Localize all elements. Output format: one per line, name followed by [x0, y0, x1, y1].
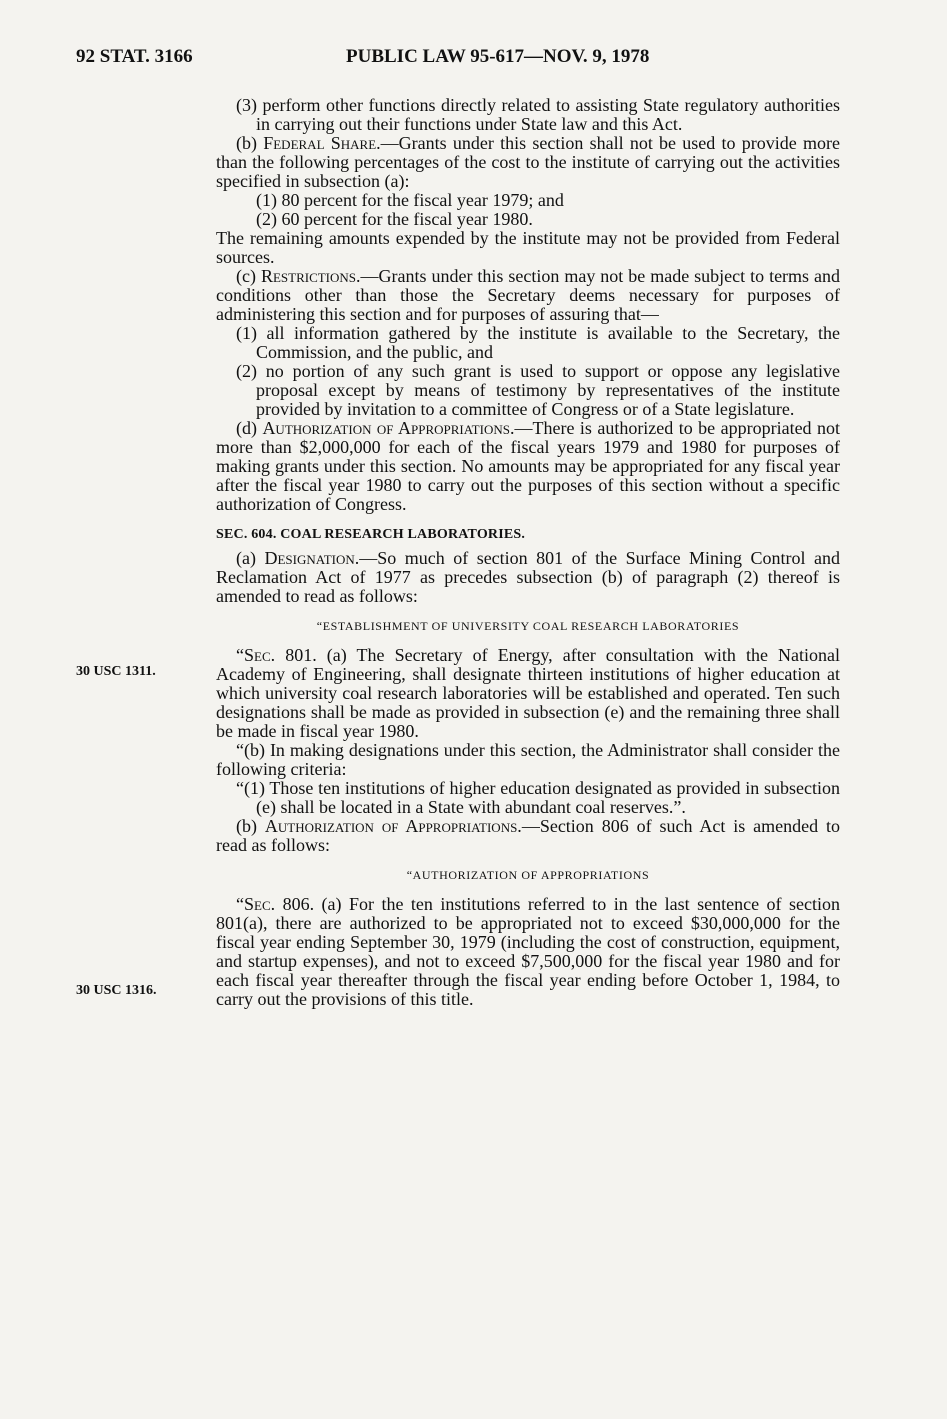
federal-share-tail: The remaining amounts expended by the institute may not be provided from Federal sources.	[216, 228, 840, 267]
subsection-heading: Restrictions.	[260, 266, 361, 286]
subsection-c-restrictions: (c) Restrictions.—Grants under this section may not be made subject to terms and conditions other than those the Secretary deems necessary for purposes of administering this section and for purposes of assuring that—	[216, 266, 841, 324]
statute-page-number: 92 STAT. 3166	[76, 46, 193, 67]
subsection-b-federal-share: (b) Federal Share.—Grants under this section shall not be used to provide more than the following percentages of the cost to the institute of carrying out the activities specified in subsection (a):	[216, 133, 840, 191]
section-801-b1: “(1) Those ten institutions of higher education designated as provided in subsection (e) shall be located in a State with abundant coal reserves.”.	[236, 778, 840, 817]
subsection-heading: Federal Share.	[263, 133, 381, 153]
section-604-heading: SEC. 604. COAL RESEARCH LABORATORIES.	[216, 527, 526, 542]
subsection-d-authorization: (d) Authorization of Appropriations.—There is authorized to be appropriated not more than $2,000,000 for each of the fiscal years 1979 and 1980 for purposes of making grants under this section. No amounts may be appropriated for any fiscal year after the fiscal year 1980 to carry out the purposes of this section without a specific authorization of Congress.	[216, 418, 841, 514]
item-c2: (2) no portion of any such grant is used to support or oppose any legislative proposal except by means of testimony by representatives of the institute provided by invitation to a committee of Congress or of a State legislature.	[236, 361, 840, 419]
margin-note-usc-1311: 30 USC 1311.	[76, 664, 156, 679]
section-801-heading: “ESTABLISHMENT OF UNIVERSITY COAL RESEARCH LABORATORIES	[316, 619, 740, 633]
section-806-a: “Sec. 806. (a) For the ten institutions referred to in the last sentence of section 801(a), there are authorized to be appropriated not to exceed $30,000,000 for the fiscal year ending September 30, 1979 (including the cost of construction, equipment, and startup expenses), and not to exceed $7,500,000 for the fiscal year 1980 and for each fiscal year thereafter through the fiscal year ending before October 1, 1984, to carry out the provisions of this title.	[216, 894, 840, 1009]
section-801-b: “(b) In making designations under this section, the Administrator shall consider the following criteria:	[216, 740, 840, 779]
public-law-title: PUBLIC LAW 95-617—NOV. 9, 1978	[346, 46, 650, 67]
subsection-b-authorization: (b) Authorization of Appropriations.—Section 806 of such Act is amended to read as follows:	[216, 816, 840, 855]
subsection-heading: Authorization of Appropriations.	[262, 418, 515, 438]
section-806-heading: “AUTHORIZATION OF APPROPRIATIONS	[406, 868, 650, 882]
item-b1: (1) 80 percent for the fiscal year 1979; and	[256, 190, 564, 210]
item-b2: (2) 60 percent for the fiscal year 1980.	[256, 209, 533, 229]
paragraph-3: (3) perform other functions directly related to assisting State regulatory authorities in carrying out their functions under State law and this Act.	[236, 95, 840, 134]
subsection-a-designation: (a) Designation.—So much of section 801 of the Surface Mining Control and Reclamation Act of 1977 as precedes subsection (b) of paragraph (2) thereof is amended to read as follows:	[216, 548, 840, 606]
item-c1: (1) all information gathered by the institute is available to the Secretary, the Commission, and the public, and	[236, 323, 840, 362]
margin-note-usc-1316: 30 USC 1316.	[76, 983, 157, 998]
subsection-heading: Designation.	[264, 548, 360, 568]
page-header	[76, 46, 806, 76]
document-body	[216, 96, 840, 1009]
subsection-heading: Authorization of Appropriations.	[264, 816, 522, 836]
section-801-a: “Sec. 801. (a) The Secretary of Energy, after consultation with the National Academy of Engineering, shall designate thirteen institutions of higher education at which university coal research laboratories will be established and operated. Ten such designations shall be made as provided in subsection (e) and the remaining three shall be made in fiscal year 1980.	[216, 645, 840, 741]
